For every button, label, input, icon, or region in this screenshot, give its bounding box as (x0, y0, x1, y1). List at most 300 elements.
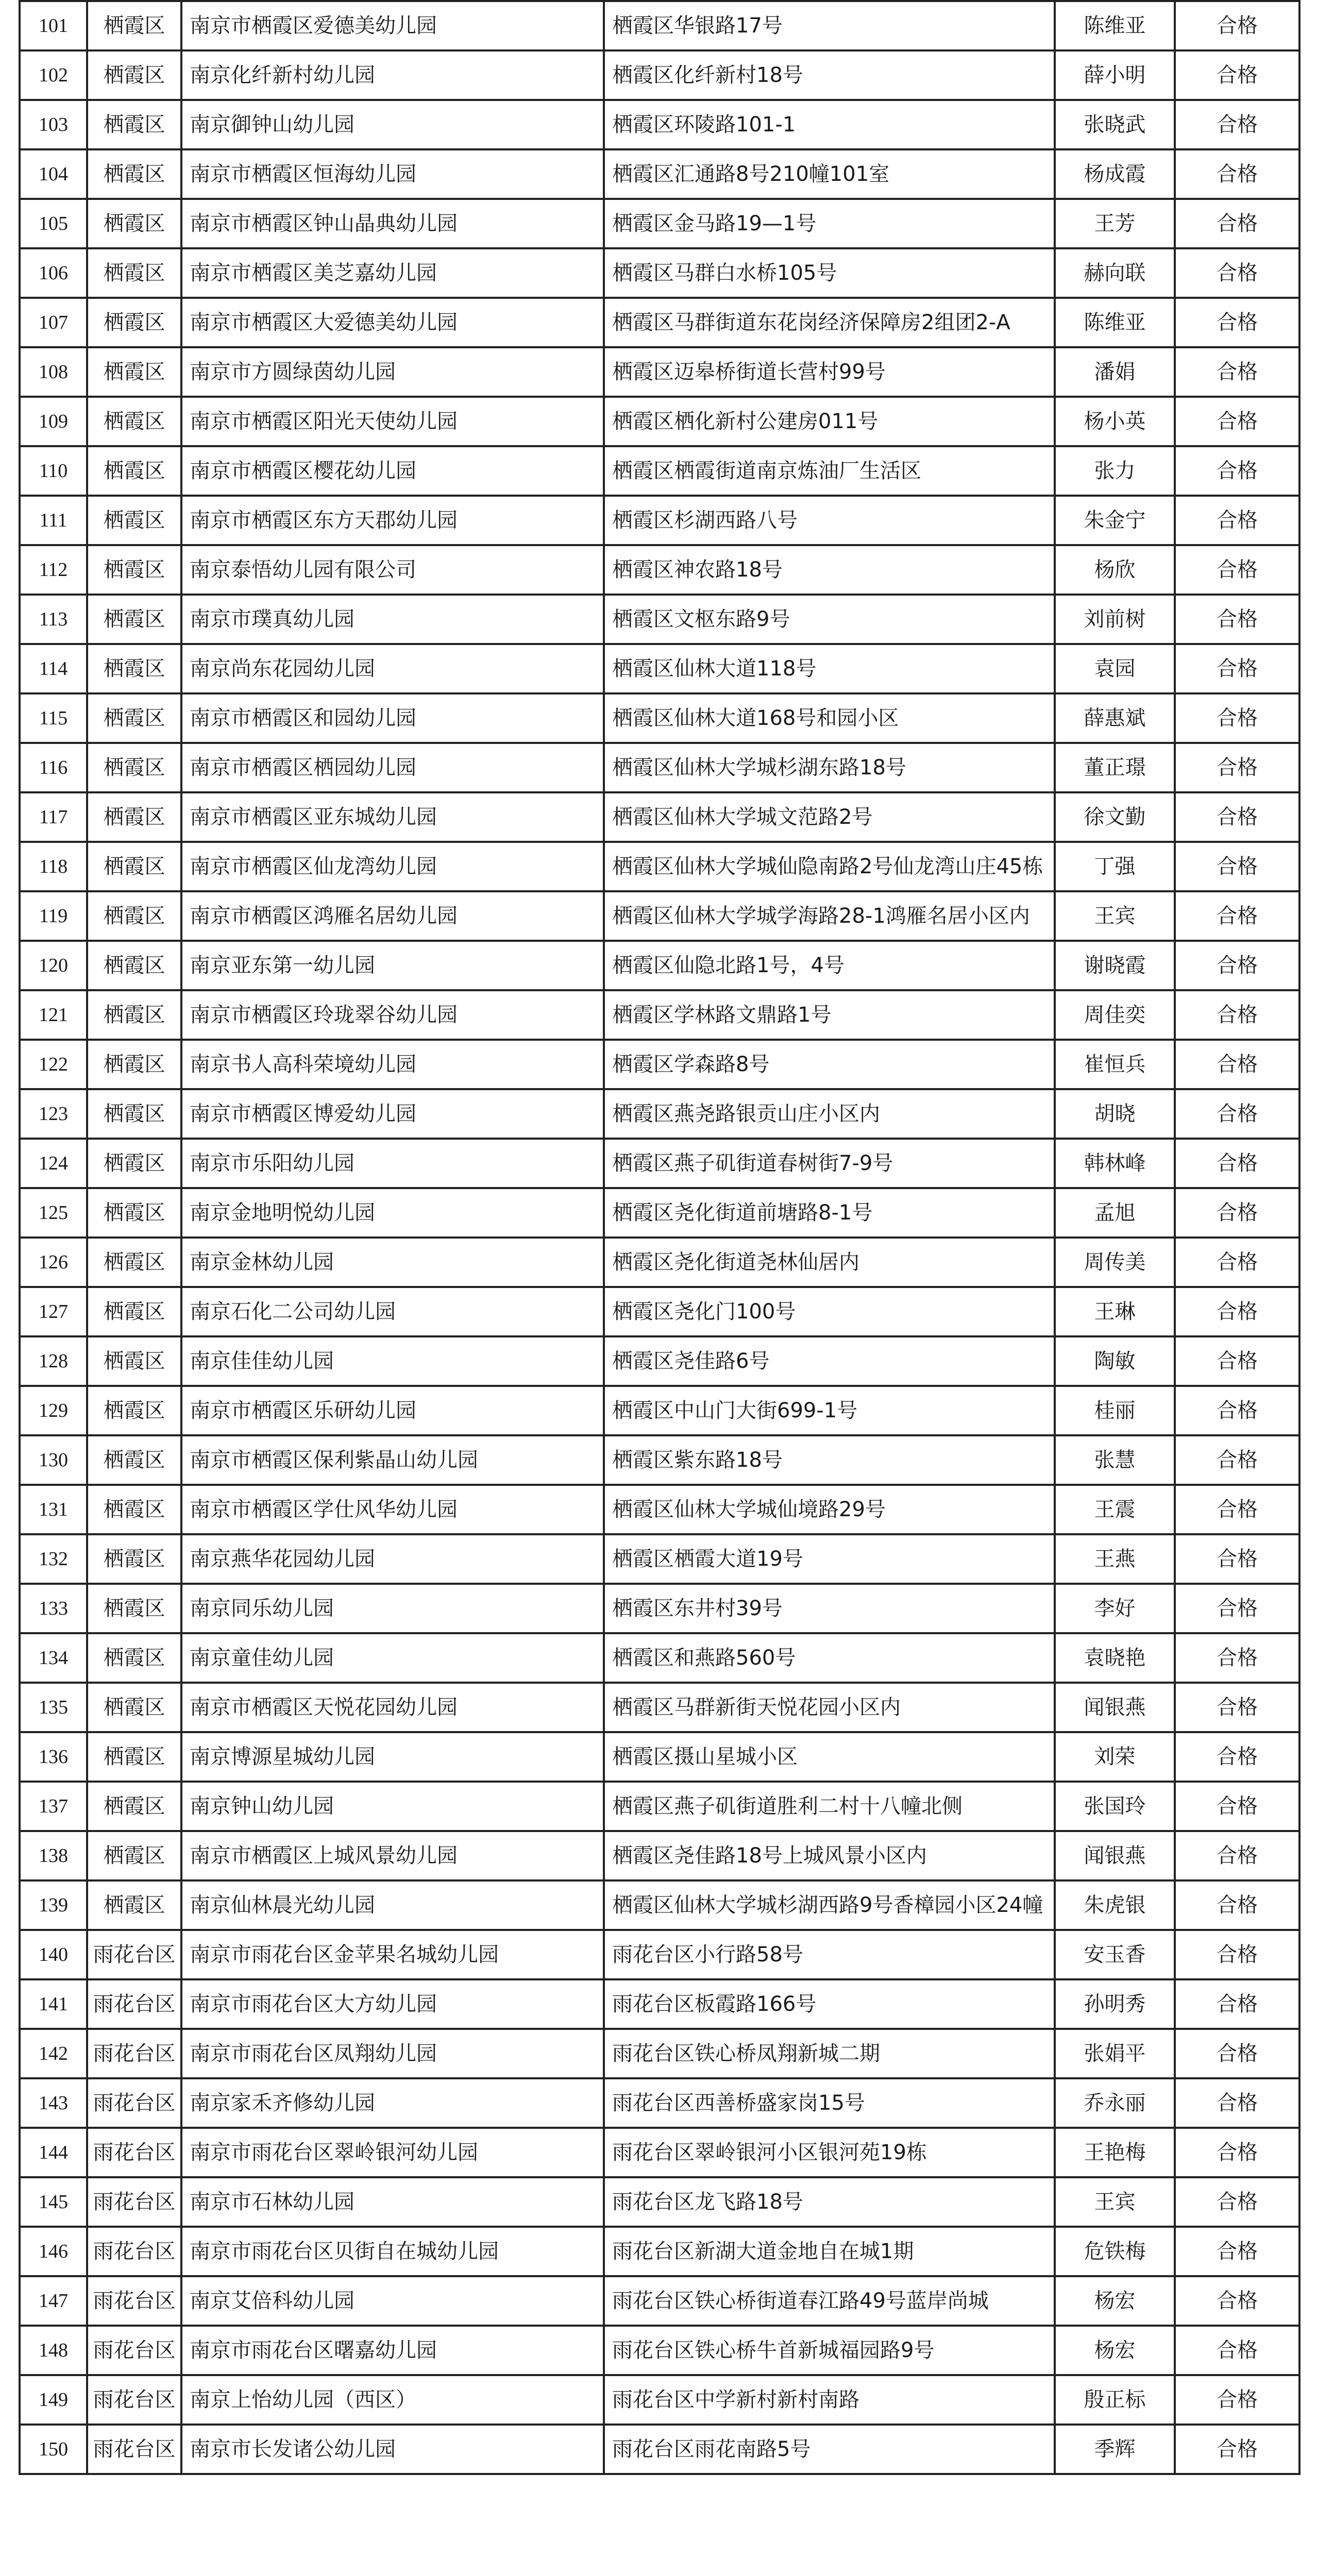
kindergarten-name-cell: 南京上怡幼儿园（西区） (181, 2375, 604, 2425)
address-cell: 雨花台区新湖大道金地自在城1期 (604, 2227, 1055, 2276)
table-row (20, 1485, 1299, 1534)
principal-cell: 王宾 (1055, 891, 1175, 941)
result-cell: 合格 (1175, 100, 1299, 149)
table-row (20, 644, 1299, 693)
principal-cell: 潘娟 (1055, 347, 1175, 397)
result-cell: 合格 (1175, 496, 1299, 545)
address-cell: 栖霞区东井村39号 (604, 1584, 1055, 1633)
result-cell: 合格 (1175, 545, 1299, 595)
principal-cell: 薛小明 (1055, 50, 1175, 100)
row-number: 131 (20, 1485, 87, 1534)
principal-cell: 孟旭 (1055, 1188, 1175, 1238)
address-cell: 栖霞区尧化门100号 (604, 1287, 1055, 1336)
row-number: 147 (20, 2276, 87, 2326)
result-cell: 合格 (1175, 1584, 1299, 1633)
row-number: 106 (20, 248, 87, 298)
district-cell: 栖霞区 (87, 1435, 181, 1485)
kindergarten-name-cell: 南京家禾齐修幼儿园 (181, 2078, 604, 2128)
address-cell: 栖霞区仙林大学城文范路2号 (604, 792, 1055, 842)
address-cell: 栖霞区中山门大街699-1号 (604, 1386, 1055, 1435)
principal-cell: 崔恒兵 (1055, 1040, 1175, 1089)
principal-cell: 乔永丽 (1055, 2078, 1175, 2128)
table-row (20, 693, 1299, 743)
result-cell: 合格 (1175, 595, 1299, 644)
result-cell: 合格 (1175, 644, 1299, 693)
address-cell: 栖霞区栖霞大道19号 (604, 1534, 1055, 1584)
address-cell: 栖霞区仙林大学城仙隐南路2号仙龙湾山庄45栋 (604, 842, 1055, 891)
result-cell: 合格 (1175, 298, 1299, 347)
principal-cell: 薛惠斌 (1055, 693, 1175, 743)
principal-cell: 闻银燕 (1055, 1683, 1175, 1732)
address-cell: 栖霞区尧化街道前塘路8-1号 (604, 1188, 1055, 1238)
kindergarten-name-cell: 南京市雨花台区金苹果名城幼儿园 (181, 1930, 604, 1979)
district-cell: 栖霞区 (87, 1287, 181, 1336)
row-number: 137 (20, 1782, 87, 1831)
district-cell: 栖霞区 (87, 100, 181, 149)
table-row (20, 842, 1299, 891)
address-cell: 栖霞区燕尧路银贡山庄小区内 (604, 1089, 1055, 1139)
address-cell: 栖霞区仙林大学城杉湖东路18号 (604, 743, 1055, 792)
result-cell: 合格 (1175, 2326, 1299, 2375)
district-cell: 栖霞区 (87, 792, 181, 842)
result-cell: 合格 (1175, 1831, 1299, 1880)
row-number: 134 (20, 1633, 87, 1683)
address-cell: 栖霞区仙林大道118号 (604, 644, 1055, 693)
row-number: 141 (20, 1979, 87, 2029)
kindergarten-name-cell: 南京市栖霞区和园幼儿园 (181, 693, 604, 743)
result-cell: 合格 (1175, 1238, 1299, 1287)
kindergarten-name-cell: 南京金地明悦幼儿园 (181, 1188, 604, 1238)
row-number: 143 (20, 2078, 87, 2128)
address-cell: 栖霞区文枢东路9号 (604, 595, 1055, 644)
principal-cell: 安玉香 (1055, 1930, 1175, 1979)
address-cell: 栖霞区神农路18号 (604, 545, 1055, 595)
kindergarten-name-cell: 南京御钟山幼儿园 (181, 100, 604, 149)
district-cell: 栖霞区 (87, 595, 181, 644)
district-cell: 栖霞区 (87, 743, 181, 792)
district-cell: 栖霞区 (87, 1089, 181, 1139)
result-cell: 合格 (1175, 1, 1299, 50)
kindergarten-name-cell: 南京市栖霞区樱花幼儿园 (181, 446, 604, 496)
principal-cell: 危铁梅 (1055, 2227, 1175, 2276)
principal-cell: 赫向联 (1055, 248, 1175, 298)
result-cell: 合格 (1175, 2029, 1299, 2078)
district-cell: 栖霞区 (87, 1732, 181, 1782)
principal-cell: 杨宏 (1055, 2326, 1175, 2375)
row-number: 104 (20, 149, 87, 199)
row-number: 123 (20, 1089, 87, 1139)
address-cell: 栖霞区尧佳路18号上城风景小区内 (604, 1831, 1055, 1880)
kindergarten-name-cell: 南京市栖霞区博爱幼儿园 (181, 1089, 604, 1139)
row-number: 139 (20, 1880, 87, 1930)
address-cell: 栖霞区化纤新村18号 (604, 50, 1055, 100)
principal-cell: 朱金宁 (1055, 496, 1175, 545)
table-row (20, 1979, 1299, 2029)
address-cell: 栖霞区汇通路8号210幢101室 (604, 149, 1055, 199)
result-cell: 合格 (1175, 1979, 1299, 2029)
district-cell: 栖霞区 (87, 397, 181, 446)
result-cell: 合格 (1175, 990, 1299, 1040)
address-cell: 栖霞区燕子矶街道胜利二村十八幢北侧 (604, 1782, 1055, 1831)
row-number: 121 (20, 990, 87, 1040)
address-cell: 栖霞区摄山星城小区 (604, 1732, 1055, 1782)
result-cell: 合格 (1175, 50, 1299, 100)
kindergarten-name-cell: 南京市栖霞区栖园幼儿园 (181, 743, 604, 792)
kindergarten-name-cell: 南京燕华花园幼儿园 (181, 1534, 604, 1584)
principal-cell: 杨小英 (1055, 397, 1175, 446)
address-cell: 栖霞区仙隐北路1号，4号 (604, 941, 1055, 990)
address-cell: 栖霞区尧佳路6号 (604, 1336, 1055, 1386)
kindergarten-name-cell: 南京市栖霞区乐研幼儿园 (181, 1386, 604, 1435)
district-cell: 栖霞区 (87, 842, 181, 891)
district-cell: 雨花台区 (87, 2425, 181, 2474)
row-number: 111 (20, 496, 87, 545)
result-cell: 合格 (1175, 1435, 1299, 1485)
address-cell: 栖霞区仙林大学城仙境路29号 (604, 1485, 1055, 1534)
district-cell: 栖霞区 (87, 149, 181, 199)
principal-cell: 王震 (1055, 1485, 1175, 1534)
row-number: 117 (20, 792, 87, 842)
table-row (20, 2326, 1299, 2375)
row-number: 136 (20, 1732, 87, 1782)
principal-cell: 王燕 (1055, 1534, 1175, 1584)
principal-cell: 桂丽 (1055, 1386, 1175, 1435)
district-cell: 栖霞区 (87, 50, 181, 100)
result-cell: 合格 (1175, 149, 1299, 199)
principal-cell: 季辉 (1055, 2425, 1175, 2474)
row-number: 129 (20, 1386, 87, 1435)
address-cell: 栖霞区华银路17号 (604, 1, 1055, 50)
table-row (20, 50, 1299, 100)
address-cell: 栖霞区紫东路18号 (604, 1435, 1055, 1485)
table-row (20, 891, 1299, 941)
result-cell: 合格 (1175, 891, 1299, 941)
table-row (20, 990, 1299, 1040)
table-row (20, 149, 1299, 199)
kindergarten-name-cell: 南京金林幼儿园 (181, 1238, 604, 1287)
row-number: 103 (20, 100, 87, 149)
kindergarten-name-cell: 南京市栖霞区玲珑翠谷幼儿园 (181, 990, 604, 1040)
row-number: 149 (20, 2375, 87, 2425)
table-row (20, 2425, 1299, 2474)
district-cell: 栖霞区 (87, 1782, 181, 1831)
row-number: 133 (20, 1584, 87, 1633)
district-cell: 栖霞区 (87, 545, 181, 595)
table-row (20, 2375, 1299, 2425)
kindergarten-name-cell: 南京市方圆绿茵幼儿园 (181, 347, 604, 397)
kindergarten-name-cell: 南京市雨花台区凤翔幼儿园 (181, 2029, 604, 2078)
table-row (20, 1732, 1299, 1782)
principal-cell: 张国玲 (1055, 1782, 1175, 1831)
kindergarten-name-cell: 南京艾倍科幼儿园 (181, 2276, 604, 2326)
row-number: 127 (20, 1287, 87, 1336)
result-cell: 合格 (1175, 1040, 1299, 1089)
result-cell: 合格 (1175, 446, 1299, 496)
district-cell: 雨花台区 (87, 2177, 181, 2227)
table-row (20, 1435, 1299, 1485)
result-cell: 合格 (1175, 2276, 1299, 2326)
district-cell: 栖霞区 (87, 199, 181, 248)
principal-cell: 张晓武 (1055, 100, 1175, 149)
district-cell: 栖霞区 (87, 693, 181, 743)
district-cell: 栖霞区 (87, 347, 181, 397)
kindergarten-name-cell: 南京市栖霞区亚东城幼儿园 (181, 792, 604, 842)
table-body (20, 1, 1299, 2474)
principal-cell: 刘前树 (1055, 595, 1175, 644)
row-number: 140 (20, 1930, 87, 1979)
principal-cell: 杨成霞 (1055, 149, 1175, 199)
district-cell: 栖霞区 (87, 1238, 181, 1287)
table-row (20, 1584, 1299, 1633)
kindergarten-name-cell: 南京市雨花台区大方幼儿园 (181, 1979, 604, 2029)
kindergarten-name-cell: 南京市栖霞区钟山晶典幼儿园 (181, 199, 604, 248)
address-cell: 栖霞区金马路19—1号 (604, 199, 1055, 248)
result-cell: 合格 (1175, 248, 1299, 298)
table-row (20, 1880, 1299, 1930)
principal-cell: 闻银燕 (1055, 1831, 1175, 1880)
district-cell: 雨花台区 (87, 2029, 181, 2078)
principal-cell: 张力 (1055, 446, 1175, 496)
row-number: 124 (20, 1139, 87, 1188)
row-number: 122 (20, 1040, 87, 1089)
kindergarten-name-cell: 南京市长发诸公幼儿园 (181, 2425, 604, 2474)
district-cell: 栖霞区 (87, 1584, 181, 1633)
row-number: 150 (20, 2425, 87, 2474)
row-number: 101 (20, 1, 87, 50)
kindergarten-name-cell: 南京市栖霞区阳光天使幼儿园 (181, 397, 604, 446)
row-number: 114 (20, 644, 87, 693)
row-number: 113 (20, 595, 87, 644)
address-cell: 栖霞区栖化新村公建房011号 (604, 397, 1055, 446)
row-number: 112 (20, 545, 87, 595)
row-number: 132 (20, 1534, 87, 1584)
row-number: 109 (20, 397, 87, 446)
table-row (20, 1188, 1299, 1238)
principal-cell: 殷正标 (1055, 2375, 1175, 2425)
kindergarten-name-cell: 南京市栖霞区上城风景幼儿园 (181, 1831, 604, 1880)
result-cell: 合格 (1175, 1386, 1299, 1435)
district-cell: 栖霞区 (87, 1139, 181, 1188)
result-cell: 合格 (1175, 1930, 1299, 1979)
result-cell: 合格 (1175, 2425, 1299, 2474)
address-cell: 雨花台区龙飞路18号 (604, 2177, 1055, 2227)
result-cell: 合格 (1175, 1534, 1299, 1584)
address-cell: 栖霞区尧化街道尧林仙居内 (604, 1238, 1055, 1287)
row-number: 126 (20, 1238, 87, 1287)
district-cell: 栖霞区 (87, 1188, 181, 1238)
district-cell: 栖霞区 (87, 891, 181, 941)
result-cell: 合格 (1175, 842, 1299, 891)
table-row (20, 1336, 1299, 1386)
principal-cell: 张娟平 (1055, 2029, 1175, 2078)
row-number: 130 (20, 1435, 87, 1485)
address-cell: 栖霞区仙林大学城学海路28-1鸿雁名居小区内 (604, 891, 1055, 941)
row-number: 119 (20, 891, 87, 941)
result-cell: 合格 (1175, 941, 1299, 990)
principal-cell: 袁园 (1055, 644, 1175, 693)
district-cell: 雨花台区 (87, 2078, 181, 2128)
principal-cell: 李好 (1055, 1584, 1175, 1633)
kindergarten-name-cell: 南京市栖霞区美芝嘉幼儿园 (181, 248, 604, 298)
table-row (20, 2276, 1299, 2326)
principal-cell: 韩林峰 (1055, 1139, 1175, 1188)
table-row (20, 941, 1299, 990)
row-number: 148 (20, 2326, 87, 2375)
kindergarten-table (19, 0, 1301, 2475)
address-cell: 栖霞区仙林大学城杉湖西路9号香樟园小区24幢 (604, 1880, 1055, 1930)
table-row (20, 248, 1299, 298)
result-cell: 合格 (1175, 2227, 1299, 2276)
result-cell: 合格 (1175, 1683, 1299, 1732)
kindergarten-name-cell: 南京石化二公司幼儿园 (181, 1287, 604, 1336)
district-cell: 栖霞区 (87, 298, 181, 347)
kindergarten-name-cell: 南京书人高科荣境幼儿园 (181, 1040, 604, 1089)
principal-cell: 丁强 (1055, 842, 1175, 891)
principal-cell: 朱虎银 (1055, 1880, 1175, 1930)
kindergarten-name-cell: 南京市栖霞区东方天郡幼儿园 (181, 496, 604, 545)
table-row (20, 2078, 1299, 2128)
row-number: 107 (20, 298, 87, 347)
row-number: 125 (20, 1188, 87, 1238)
row-number: 108 (20, 347, 87, 397)
result-cell: 合格 (1175, 792, 1299, 842)
address-cell: 雨花台区雨花南路5号 (604, 2425, 1055, 2474)
principal-cell: 杨宏 (1055, 2276, 1175, 2326)
kindergarten-name-cell: 南京市栖霞区恒海幼儿园 (181, 149, 604, 199)
principal-cell: 张慧 (1055, 1435, 1175, 1485)
district-cell: 栖霞区 (87, 941, 181, 990)
address-cell: 雨花台区中学新村新村南路 (604, 2375, 1055, 2425)
table-row (20, 199, 1299, 248)
principal-cell: 王芳 (1055, 199, 1175, 248)
district-cell: 栖霞区 (87, 1831, 181, 1880)
kindergarten-name-cell: 南京市雨花台区贝街自在城幼儿园 (181, 2227, 604, 2276)
address-cell: 栖霞区马群白水桥105号 (604, 248, 1055, 298)
table-row (20, 347, 1299, 397)
result-cell: 合格 (1175, 693, 1299, 743)
kindergarten-name-cell: 南京市雨花台区曙嘉幼儿园 (181, 2326, 604, 2375)
kindergarten-name-cell: 南京市璞真幼儿园 (181, 595, 604, 644)
kindergarten-name-cell: 南京仙林晨光幼儿园 (181, 1880, 604, 1930)
address-cell: 栖霞区学林路文鼎路1号 (604, 990, 1055, 1040)
kindergarten-name-cell: 南京亚东第一幼儿园 (181, 941, 604, 990)
row-number: 142 (20, 2029, 87, 2078)
principal-cell: 王琳 (1055, 1287, 1175, 1336)
result-cell: 合格 (1175, 743, 1299, 792)
kindergarten-name-cell: 南京市栖霞区鸿雁名居幼儿园 (181, 891, 604, 941)
address-cell: 栖霞区环陵路101-1 (604, 100, 1055, 149)
district-cell: 栖霞区 (87, 1683, 181, 1732)
row-number: 118 (20, 842, 87, 891)
district-cell: 栖霞区 (87, 1, 181, 50)
address-cell: 栖霞区马群新街天悦花园小区内 (604, 1683, 1055, 1732)
principal-cell: 周佳奕 (1055, 990, 1175, 1040)
table-row (20, 1238, 1299, 1287)
principal-cell: 谢晓霞 (1055, 941, 1175, 990)
result-cell: 合格 (1175, 1485, 1299, 1534)
address-cell: 栖霞区燕子矶街道春树街7-9号 (604, 1139, 1055, 1188)
table-row (20, 1, 1299, 50)
kindergarten-name-cell: 南京市栖霞区天悦花园幼儿园 (181, 1683, 604, 1732)
kindergarten-name-cell: 南京尚东花园幼儿园 (181, 644, 604, 693)
result-cell: 合格 (1175, 1089, 1299, 1139)
district-cell: 栖霞区 (87, 446, 181, 496)
kindergarten-name-cell: 南京化纤新村幼儿园 (181, 50, 604, 100)
result-cell: 合格 (1175, 1287, 1299, 1336)
result-cell: 合格 (1175, 1782, 1299, 1831)
result-cell: 合格 (1175, 1732, 1299, 1782)
row-number: 120 (20, 941, 87, 990)
table-row (20, 298, 1299, 347)
result-cell: 合格 (1175, 1880, 1299, 1930)
row-number: 105 (20, 199, 87, 248)
row-number: 145 (20, 2177, 87, 2227)
address-cell: 雨花台区西善桥盛家岗15号 (604, 2078, 1055, 2128)
district-cell: 雨花台区 (87, 2276, 181, 2326)
table-row (20, 496, 1299, 545)
kindergarten-name-cell: 南京童佳幼儿园 (181, 1633, 604, 1683)
principal-cell: 陈维亚 (1055, 298, 1175, 347)
kindergarten-name-cell: 南京市石林幼儿园 (181, 2177, 604, 2227)
address-cell: 栖霞区杉湖西路八号 (604, 496, 1055, 545)
row-number: 135 (20, 1683, 87, 1732)
result-cell: 合格 (1175, 2128, 1299, 2177)
principal-cell: 董正璟 (1055, 743, 1175, 792)
row-number: 102 (20, 50, 87, 100)
district-cell: 雨花台区 (87, 1979, 181, 2029)
kindergarten-name-cell: 南京市栖霞区大爱德美幼儿园 (181, 298, 604, 347)
table-row (20, 1139, 1299, 1188)
result-cell: 合格 (1175, 199, 1299, 248)
district-cell: 栖霞区 (87, 496, 181, 545)
table-row (20, 1683, 1299, 1732)
result-cell: 合格 (1175, 1139, 1299, 1188)
table-row (20, 743, 1299, 792)
row-number: 110 (20, 446, 87, 496)
principal-cell: 王宾 (1055, 2177, 1175, 2227)
table-row (20, 1287, 1299, 1336)
address-cell: 栖霞区仙林大道168号和园小区 (604, 693, 1055, 743)
principal-cell: 孙明秀 (1055, 1979, 1175, 2029)
table-row (20, 1831, 1299, 1880)
table-row (20, 397, 1299, 446)
table-row (20, 1930, 1299, 1979)
table-row (20, 1386, 1299, 1435)
kindergarten-name-cell: 南京市栖霞区仙龙湾幼儿园 (181, 842, 604, 891)
row-number: 138 (20, 1831, 87, 1880)
principal-cell: 徐文勤 (1055, 792, 1175, 842)
district-cell: 栖霞区 (87, 248, 181, 298)
result-cell: 合格 (1175, 1188, 1299, 1238)
district-cell: 雨花台区 (87, 1930, 181, 1979)
result-cell: 合格 (1175, 2177, 1299, 2227)
kindergarten-name-cell: 南京泰悟幼儿园有限公司 (181, 545, 604, 595)
address-cell: 栖霞区马群街道东花岗经济保障房2组团2-A (604, 298, 1055, 347)
table-row (20, 1040, 1299, 1089)
table-row (20, 2128, 1299, 2177)
result-cell: 合格 (1175, 397, 1299, 446)
row-number: 144 (20, 2128, 87, 2177)
principal-cell: 周传美 (1055, 1238, 1175, 1287)
table-row (20, 595, 1299, 644)
principal-cell: 陶敏 (1055, 1336, 1175, 1386)
kindergarten-name-cell: 南京市乐阳幼儿园 (181, 1139, 604, 1188)
table-row (20, 2029, 1299, 2078)
district-cell: 雨花台区 (87, 2227, 181, 2276)
row-number: 116 (20, 743, 87, 792)
table-row (20, 1534, 1299, 1584)
address-cell: 雨花台区板霞路166号 (604, 1979, 1055, 2029)
